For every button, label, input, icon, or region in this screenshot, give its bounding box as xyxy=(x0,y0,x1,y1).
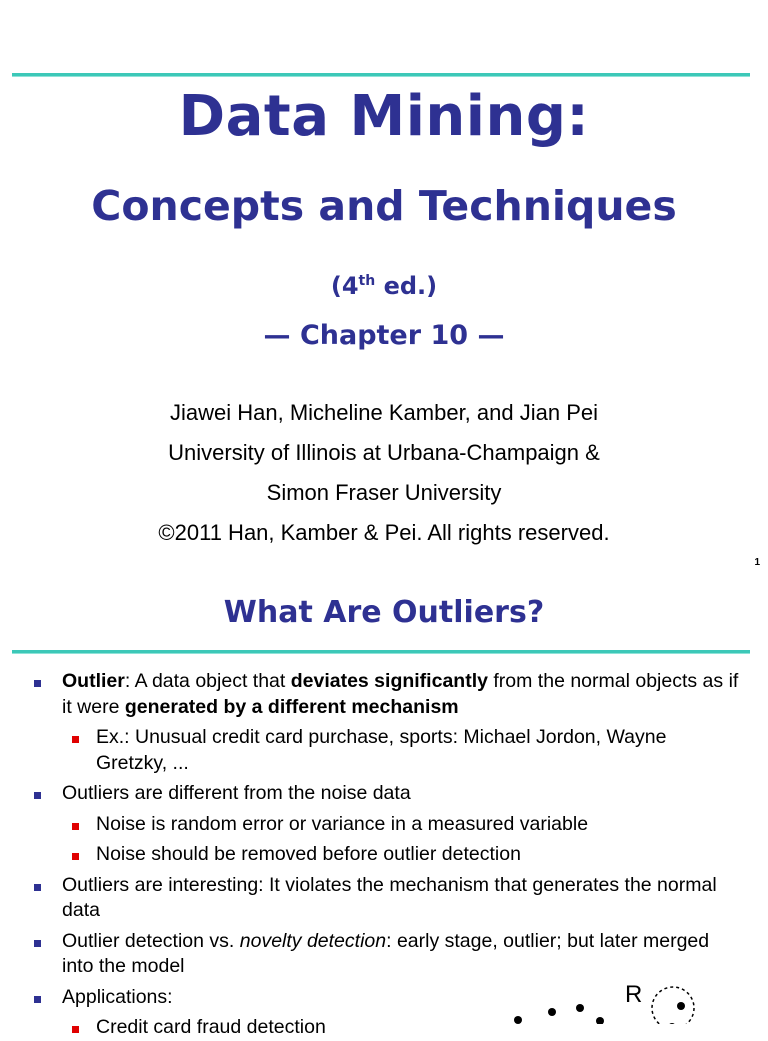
list-item xyxy=(0,669,768,720)
section-title: What Are Outliers? xyxy=(223,595,545,630)
affiliation-line-1: University of Illinois at Urbana-Champaign & xyxy=(168,440,600,465)
bullet-square-icon xyxy=(34,680,41,687)
slide-subtitle: Concepts and Techniques xyxy=(91,182,677,230)
region-label: R xyxy=(625,981,643,1008)
list-subitem xyxy=(0,725,768,776)
list-item xyxy=(0,781,768,807)
list-subitem xyxy=(0,812,768,838)
edition-pre: (4 xyxy=(330,272,359,300)
emphasis: deviates significantly xyxy=(290,670,488,692)
emphasis: generated by a different mechanism xyxy=(124,695,459,718)
outlier-point xyxy=(677,1002,685,1010)
example-text: Ex.: Unusual credit card purchase, sports: Michael Jordon, Wayne Gretzky, ... xyxy=(96,726,667,774)
text: Outlier detection vs. xyxy=(62,929,240,952)
data-point xyxy=(548,1008,556,1016)
text: Applications: xyxy=(62,985,173,1008)
text: Noise is random error or variance in a measured variable xyxy=(96,812,589,835)
text: : A data object that xyxy=(124,670,291,692)
bullet-square-icon xyxy=(34,884,41,891)
bullet-square-icon xyxy=(72,1026,79,1033)
list-item xyxy=(0,929,768,980)
data-point xyxy=(514,1016,522,1024)
text: Noise should be removed before outlier detection xyxy=(96,843,521,865)
section-rule xyxy=(12,650,750,653)
text: from the normal objects as if it were xyxy=(62,670,739,718)
bullet-square-icon xyxy=(72,823,79,830)
page-number: 1 xyxy=(754,557,760,568)
bullet-square-icon xyxy=(72,853,79,860)
affiliation-line-2: Simon Fraser University xyxy=(266,480,502,505)
list-item xyxy=(0,873,768,924)
top-rule xyxy=(12,73,750,76)
data-point xyxy=(596,1017,604,1024)
outlier-figure xyxy=(500,975,720,1024)
bullet-square-icon xyxy=(72,736,79,743)
authors-line: Jiawei Han, Micheline Kamber, and Jian Pei xyxy=(169,400,598,425)
copyright-line: ©2011 Han, Kamber & Pei. All rights reserved. xyxy=(158,520,610,545)
text: Credit card fraud detection xyxy=(96,1016,326,1038)
text: : early stage, outlier; but later merged into the model xyxy=(62,929,710,977)
edition-sup: th xyxy=(358,273,376,289)
outlier-region xyxy=(652,987,694,1024)
term-outlier: Outlier xyxy=(62,670,125,692)
italic-term: novelty detection xyxy=(239,929,387,952)
slide-title: Data Mining: xyxy=(178,84,590,149)
edition xyxy=(0,272,768,300)
bullet-square-icon xyxy=(34,940,41,947)
text: Outliers are different from the noise data xyxy=(62,782,411,804)
chapter-heading: — Chapter 10 — xyxy=(263,320,505,351)
text: Outliers are interesting: It violates the mechanism that generates the normal data xyxy=(62,873,717,921)
data-point xyxy=(576,1004,584,1012)
author-block xyxy=(0,393,768,553)
bullet-square-icon xyxy=(34,996,41,1003)
list-subitem xyxy=(0,842,768,868)
edition-post: ed.) xyxy=(375,272,438,300)
bullet-square-icon xyxy=(34,792,41,799)
